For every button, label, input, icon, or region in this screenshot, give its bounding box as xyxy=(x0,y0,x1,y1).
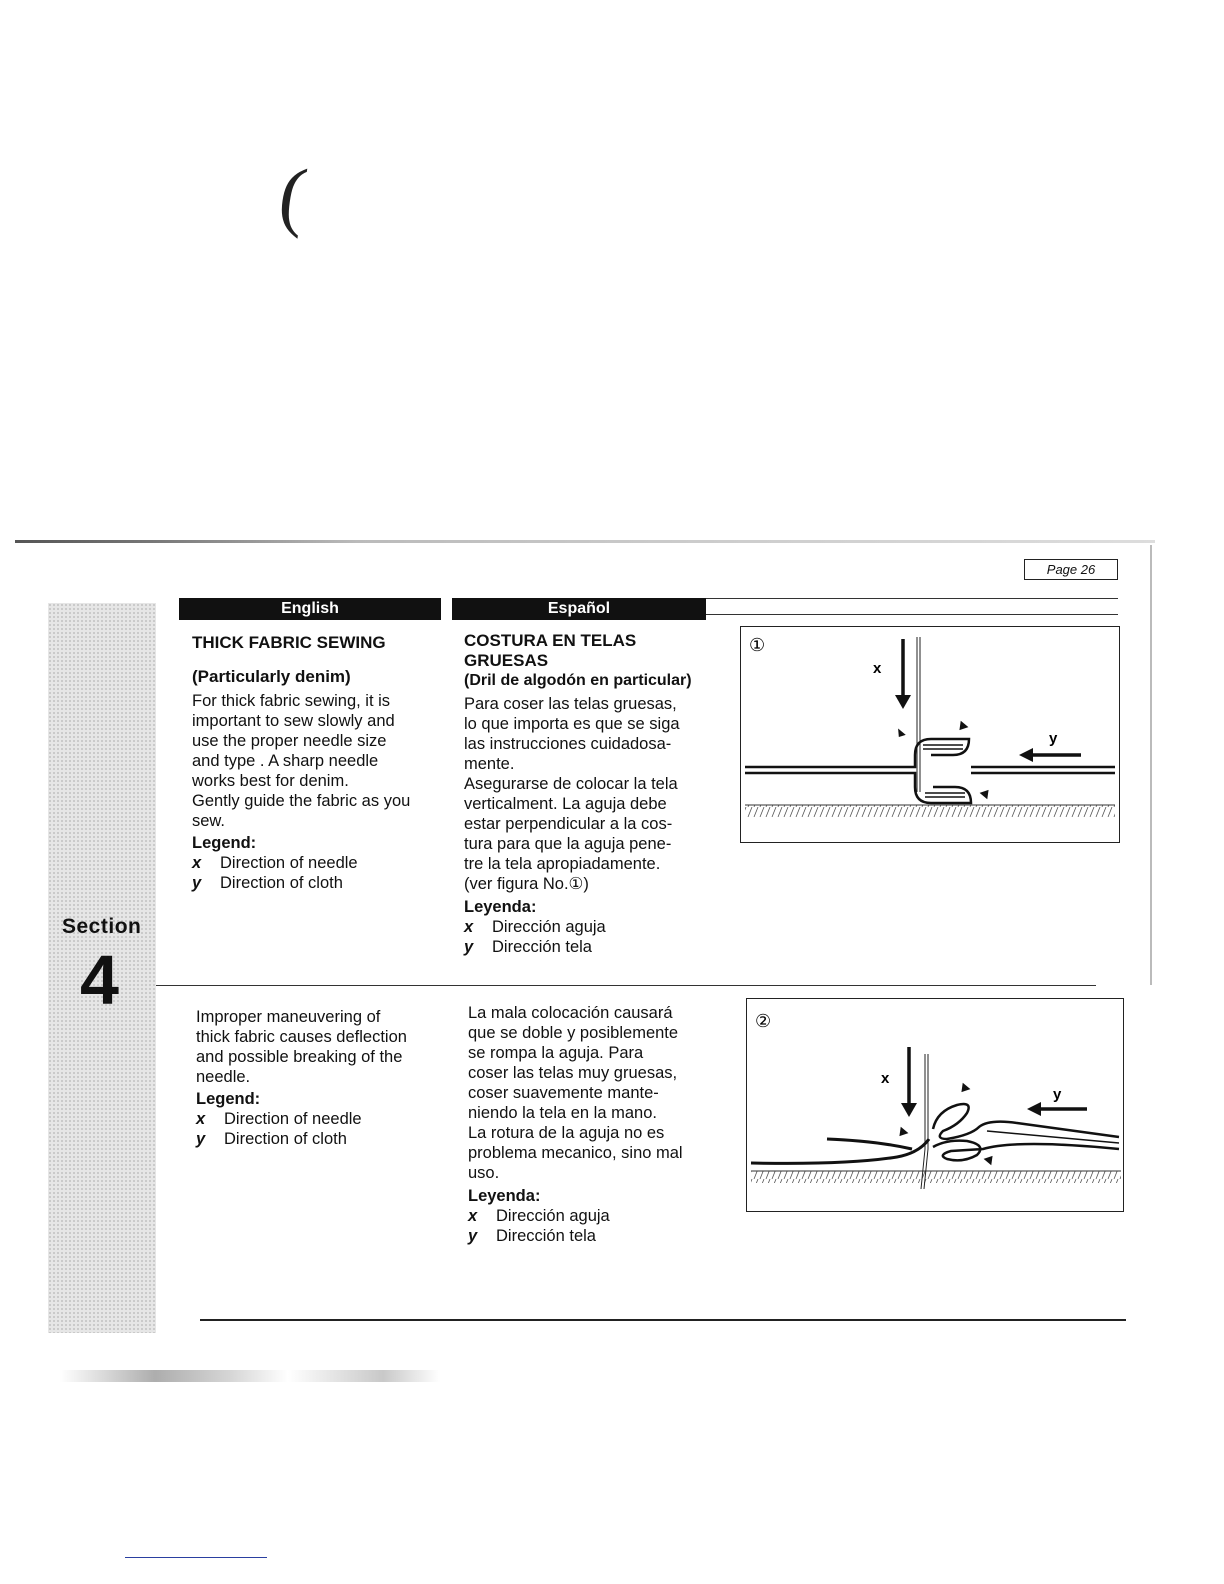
table-surface xyxy=(751,1171,1121,1183)
fabric-layer xyxy=(745,739,969,767)
small-arrow xyxy=(980,787,993,800)
figure-2 xyxy=(746,998,1124,1212)
header-rule xyxy=(706,598,1118,599)
legend-key: y xyxy=(468,1227,478,1245)
legend-text: Direction of needle xyxy=(224,1110,362,1128)
block1-es-title: COSTURA EN TELAS GRUESAS xyxy=(464,631,637,670)
scan-mark-parenthesis: ( xyxy=(274,149,312,240)
legend-item xyxy=(468,1206,718,1226)
figure-2-illustration xyxy=(747,999,1123,1211)
block2-es-legend-title: Leyenda: xyxy=(468,1187,541,1205)
block1-es-subtitle: (Dril de algodón en particular) xyxy=(464,672,692,689)
block1-en-body: For thick fabric sewing, it is important to sew slowly and use the proper needle size and type . A sharp needle works best for denim. Gently guide the fabric as you sew. xyxy=(192,692,411,830)
legend-item xyxy=(192,873,442,893)
fabric-layer xyxy=(987,1131,1119,1143)
block2-en-legend-title: Legend: xyxy=(196,1090,261,1108)
scan-edge-line-vertical xyxy=(1150,545,1152,985)
block2-espanol xyxy=(468,1003,718,1246)
fabric-layer xyxy=(751,1139,929,1163)
header-english: English xyxy=(179,598,441,620)
fabric-layer xyxy=(745,773,971,803)
legend-text: Dirección aguja xyxy=(492,918,606,936)
small-arrow xyxy=(984,1153,997,1166)
small-arrow xyxy=(894,728,906,739)
needle-bent xyxy=(921,1054,925,1189)
legend-key: y xyxy=(464,938,474,956)
bottom-rule xyxy=(200,1319,1126,1321)
scan-edge-line xyxy=(15,540,1155,543)
legend-text: Dirección tela xyxy=(496,1227,596,1245)
figure-number: ② xyxy=(755,1011,772,1031)
section-label: Section xyxy=(62,915,142,938)
legend-key: x xyxy=(464,918,474,936)
header-rule xyxy=(706,614,1118,615)
figure-number: ① xyxy=(749,635,766,655)
section-number: 4 xyxy=(80,941,119,1019)
block2-es-body: La mala colocación causará que se doble y posiblemente se rompa la aguja. Para coser las telas muy gruesas, coser suavemente mante- niendo la tela en la mano. La rotura de la aguja no es problema mecanico, sino mal uso. xyxy=(468,1004,683,1182)
y-label: y xyxy=(1053,1086,1062,1103)
legend-item xyxy=(468,1226,718,1246)
figure-1-illustration xyxy=(741,627,1119,842)
block1-es-legend-title: Leyenda: xyxy=(464,898,537,916)
legend-text: Direction of cloth xyxy=(220,874,343,892)
block1-en-subtitle: (Particularly denim) xyxy=(192,667,351,686)
legend-item xyxy=(464,937,714,957)
legend-text: Direction of needle xyxy=(220,854,358,872)
legend-text: Dirección aguja xyxy=(496,1207,610,1225)
legend-item xyxy=(192,853,442,873)
legend-item xyxy=(196,1129,446,1149)
scan-blue-line xyxy=(125,1557,267,1558)
cloth-direction-arrowhead xyxy=(1027,1102,1041,1116)
legend-item xyxy=(464,917,714,937)
page-number-label: Page 26 xyxy=(1024,559,1118,580)
section-divider xyxy=(156,985,1096,986)
legend-text: Dirección tela xyxy=(492,938,592,956)
legend-key: y xyxy=(196,1130,206,1148)
header-gap xyxy=(441,598,452,620)
fabric-fold xyxy=(923,745,965,797)
fabric-crumpled xyxy=(933,1141,1119,1161)
block1-espanol xyxy=(464,631,714,957)
small-arrow xyxy=(958,1083,971,1096)
small-arrow xyxy=(896,1127,909,1140)
block1-es-body: Para coser las telas gruesas, lo que importa es que se siga las instrucciones cuidadosa- mente. Asegurarse de colocar la tela verticalment. La aguja debe estar perpendicular a la cos- tura para que la aguja pene- tre la tela apropiadamente. (ver figura No.①) xyxy=(464,695,680,893)
header-espanol: Español xyxy=(452,598,706,620)
block1-en-title: THICK FABRIC SEWING xyxy=(192,633,386,652)
fabric-layer xyxy=(971,767,1115,773)
block1-en-legend-title: Legend: xyxy=(192,834,257,852)
fabric-layer xyxy=(827,1139,912,1149)
needle-direction-arrowhead xyxy=(901,1103,917,1117)
table-surface xyxy=(745,805,1115,817)
y-label: y xyxy=(1049,730,1058,747)
legend-text: Direction of cloth xyxy=(224,1130,347,1148)
block2-en-body: Improper maneuvering of thick fabric causes deflection and possible breaking of the needle. xyxy=(196,1008,407,1086)
block2-english xyxy=(196,1007,446,1149)
needle-direction-arrowhead xyxy=(895,695,911,709)
cloth-direction-arrowhead xyxy=(1019,748,1033,762)
small-arrow xyxy=(956,721,969,734)
block1-english xyxy=(192,633,442,893)
legend-key: x xyxy=(468,1207,478,1225)
legend-key: x xyxy=(196,1110,206,1128)
x-label: x xyxy=(873,660,882,677)
fabric-crumpled xyxy=(933,1104,1119,1139)
legend-item xyxy=(196,1109,446,1129)
x-label: x xyxy=(881,1070,890,1087)
legend-key: x xyxy=(192,854,202,872)
scan-smudge xyxy=(60,1370,440,1382)
figure-1 xyxy=(740,626,1120,843)
legend-key: y xyxy=(192,874,202,892)
